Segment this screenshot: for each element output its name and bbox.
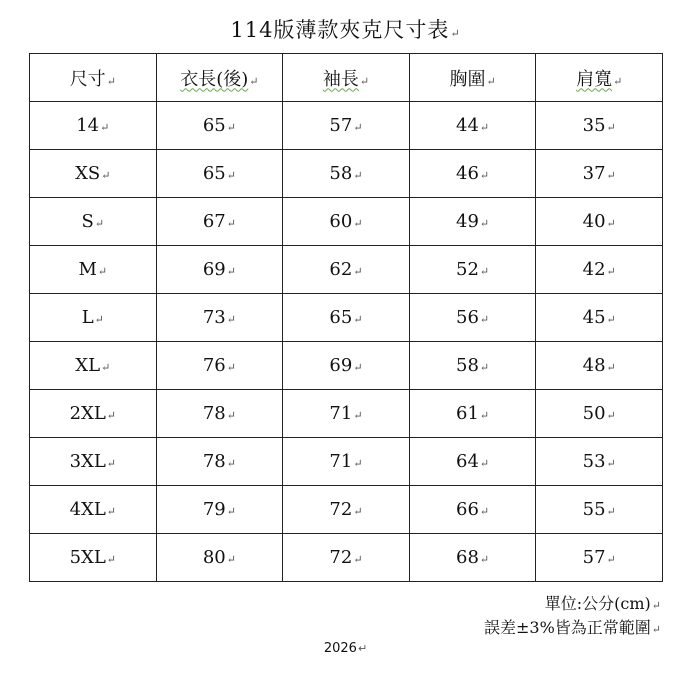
paragraph-mark-icon: ↵ — [450, 27, 461, 40]
paragraph-mark-icon: ↵ — [606, 217, 616, 230]
cell-sleeve — [283, 438, 410, 486]
paragraph-mark-icon: ↵ — [100, 121, 110, 134]
cell-chest — [409, 390, 536, 438]
cell-shoulder-value: 48 — [582, 355, 606, 376]
cell-chest-value: 52 — [456, 259, 479, 280]
cell-sleeve-value: 65 — [329, 307, 353, 328]
paragraph-mark-icon: ↵ — [359, 74, 370, 88]
cell-length — [156, 486, 283, 534]
cell-sleeve-value: 72 — [329, 547, 353, 568]
cell-shoulder — [536, 102, 663, 150]
unit-note-text: 單位:公分(cm) — [544, 594, 651, 613]
paragraph-mark-icon: ↵ — [479, 553, 490, 566]
cell-sleeve — [283, 534, 410, 582]
cell-length — [156, 102, 283, 150]
cell-sleeve-value: 57 — [329, 115, 353, 136]
cell-size-value: M — [78, 259, 97, 280]
paragraph-mark-icon: ↵ — [226, 457, 236, 470]
cell-shoulder-value: 53 — [582, 451, 606, 472]
paragraph-mark-icon: ↵ — [94, 313, 104, 326]
cell-sleeve-value: 71 — [329, 451, 353, 472]
cell-shoulder — [536, 198, 663, 246]
paragraph-mark-icon: ↵ — [651, 599, 661, 612]
cell-sleeve — [283, 198, 410, 246]
cell-length — [156, 342, 283, 390]
cell-size — [30, 342, 157, 390]
paragraph-mark-icon: ↵ — [106, 74, 116, 88]
tolerance-note — [484, 615, 661, 638]
cell-chest — [409, 294, 536, 342]
cell-size — [30, 246, 157, 294]
cell-chest — [409, 198, 536, 246]
cell-length — [156, 390, 283, 438]
cell-chest-value: 68 — [456, 547, 479, 568]
cell-chest — [409, 342, 536, 390]
cell-shoulder — [536, 150, 663, 198]
cell-length-value: 65 — [202, 115, 226, 136]
cell-sleeve — [283, 294, 410, 342]
paragraph-mark-icon: ↵ — [101, 169, 111, 182]
header-length-label: 衣長(後) — [180, 68, 249, 90]
cell-chest — [409, 102, 536, 150]
paragraph-mark-icon: ↵ — [651, 623, 661, 636]
cell-sleeve-value: 72 — [329, 499, 353, 520]
cell-sleeve — [283, 246, 410, 294]
cell-chest — [409, 246, 536, 294]
paragraph-mark-icon: ↵ — [606, 169, 616, 182]
paragraph-mark-icon: ↵ — [613, 74, 623, 88]
cell-length-value: 78 — [202, 451, 226, 472]
table-body — [30, 102, 663, 582]
paragraph-mark-icon: ↵ — [101, 361, 111, 374]
document-title — [0, 14, 691, 44]
cell-shoulder — [536, 294, 663, 342]
cell-chest — [409, 486, 536, 534]
header-sleeve-label: 袖長 — [322, 68, 359, 90]
cell-chest — [409, 438, 536, 486]
paragraph-mark-icon: ↵ — [353, 217, 363, 230]
table-header-row — [30, 54, 663, 102]
cell-shoulder — [536, 438, 663, 486]
cell-sleeve-value: 69 — [329, 355, 353, 376]
cell-size — [30, 294, 157, 342]
cell-length — [156, 150, 283, 198]
paragraph-mark-icon: ↵ — [249, 74, 259, 88]
table-row — [30, 246, 663, 294]
cell-sleeve — [283, 102, 410, 150]
size-table — [29, 53, 663, 582]
cell-chest-value: 56 — [456, 307, 479, 328]
cell-size-value: 2XL — [69, 403, 106, 424]
paragraph-mark-icon: ↵ — [106, 505, 117, 518]
table-row — [30, 486, 663, 534]
paragraph-mark-icon: ↵ — [226, 361, 236, 374]
cell-length — [156, 294, 283, 342]
paragraph-mark-icon: ↵ — [353, 505, 363, 518]
cell-size-value: XL — [75, 355, 101, 376]
cell-chest-value: 64 — [456, 451, 479, 472]
paragraph-mark-icon: ↵ — [353, 553, 363, 566]
cell-length-value: 80 — [202, 547, 226, 568]
cell-length-value: 73 — [202, 307, 226, 328]
cell-size-value: S — [81, 211, 94, 232]
paragraph-mark-icon: ↵ — [606, 121, 616, 134]
header-chest-label: 胸圍 — [449, 68, 486, 90]
header-sleeve — [283, 54, 410, 102]
paragraph-mark-icon: ↵ — [353, 169, 363, 182]
paragraph-mark-icon: ↵ — [606, 265, 616, 278]
cell-sleeve-value: 71 — [329, 403, 353, 424]
cell-sleeve-value: 60 — [329, 211, 353, 232]
cell-length — [156, 198, 283, 246]
cell-sleeve — [283, 390, 410, 438]
cell-length-value: 79 — [202, 499, 226, 520]
table-row — [30, 198, 663, 246]
header-shoulder — [536, 54, 663, 102]
tolerance-note-text: 誤差±3%皆為正常範圍 — [483, 618, 651, 637]
header-size — [30, 54, 157, 102]
paragraph-mark-icon: ↵ — [606, 409, 616, 422]
title-text: 114版薄款夾克尺寸表 — [230, 18, 450, 42]
paragraph-mark-icon: ↵ — [106, 553, 117, 566]
paragraph-mark-icon: ↵ — [226, 217, 236, 230]
footer-year-text: 2026 — [323, 641, 357, 656]
cell-shoulder-value: 55 — [582, 499, 606, 520]
cell-size-value: 14 — [76, 115, 100, 136]
cell-chest-value: 44 — [456, 115, 479, 136]
header-chest — [409, 54, 536, 102]
paragraph-mark-icon: ↵ — [226, 553, 236, 566]
paragraph-mark-icon: ↵ — [353, 265, 363, 278]
paragraph-mark-icon: ↵ — [479, 121, 490, 134]
paragraph-mark-icon: ↵ — [479, 217, 490, 230]
paragraph-mark-icon: ↵ — [106, 409, 117, 422]
cell-sleeve — [283, 342, 410, 390]
cell-chest — [409, 534, 536, 582]
footer-year — [0, 641, 691, 656]
paragraph-mark-icon: ↵ — [606, 505, 616, 518]
paragraph-mark-icon: ↵ — [606, 457, 616, 470]
paragraph-mark-icon: ↵ — [94, 217, 105, 230]
paragraph-mark-icon: ↵ — [479, 313, 490, 326]
cell-size-value: XS — [75, 163, 101, 184]
cell-sleeve — [283, 486, 410, 534]
paragraph-mark-icon: ↵ — [106, 457, 117, 470]
cell-length-value: 69 — [202, 259, 226, 280]
cell-chest — [409, 150, 536, 198]
cell-length-value: 67 — [202, 211, 226, 232]
paragraph-mark-icon: ↵ — [479, 409, 490, 422]
paragraph-mark-icon: ↵ — [479, 169, 490, 182]
cell-sleeve-value: 62 — [329, 259, 353, 280]
cell-shoulder — [536, 246, 663, 294]
cell-sleeve — [283, 150, 410, 198]
cell-size-value: 5XL — [69, 547, 106, 568]
paragraph-mark-icon: ↵ — [479, 361, 490, 374]
header-size-label: 尺寸 — [69, 68, 106, 90]
paragraph-mark-icon: ↵ — [226, 505, 236, 518]
header-shoulder-label: 肩寬 — [576, 68, 613, 90]
cell-shoulder-value: 40 — [582, 211, 606, 232]
cell-size — [30, 102, 157, 150]
cell-size-value: 4XL — [69, 499, 106, 520]
paragraph-mark-icon: ↵ — [606, 313, 616, 326]
cell-chest-value: 66 — [456, 499, 479, 520]
cell-length — [156, 246, 283, 294]
table-row — [30, 534, 663, 582]
cell-shoulder-value: 35 — [582, 115, 606, 136]
paragraph-mark-icon: ↵ — [486, 74, 496, 88]
paragraph-mark-icon: ↵ — [606, 361, 616, 374]
cell-shoulder — [536, 534, 663, 582]
table-row — [30, 102, 663, 150]
paragraph-mark-icon: ↵ — [357, 642, 368, 655]
header-length — [156, 54, 283, 102]
cell-shoulder-value: 45 — [582, 307, 606, 328]
cell-shoulder — [536, 342, 663, 390]
paragraph-mark-icon: ↵ — [226, 313, 236, 326]
table-row — [30, 438, 663, 486]
cell-size-value: L — [81, 307, 94, 328]
table-row — [30, 342, 663, 390]
cell-chest-value: 61 — [456, 403, 479, 424]
cell-length — [156, 534, 283, 582]
cell-size — [30, 198, 157, 246]
cell-length-value: 78 — [202, 403, 226, 424]
paragraph-mark-icon: ↵ — [479, 505, 490, 518]
paragraph-mark-icon: ↵ — [353, 457, 363, 470]
cell-shoulder-value: 42 — [582, 259, 606, 280]
table-row — [30, 390, 663, 438]
cell-size — [30, 438, 157, 486]
cell-size — [30, 390, 157, 438]
table-row — [30, 150, 663, 198]
cell-chest-value: 49 — [456, 211, 479, 232]
paragraph-mark-icon: ↵ — [97, 265, 108, 278]
paragraph-mark-icon: ↵ — [226, 409, 236, 422]
paragraph-mark-icon: ↵ — [353, 121, 363, 134]
paragraph-mark-icon: ↵ — [353, 313, 363, 326]
paragraph-mark-icon: ↵ — [353, 409, 363, 422]
cell-shoulder — [536, 390, 663, 438]
cell-length — [156, 438, 283, 486]
cell-size — [30, 486, 157, 534]
paragraph-mark-icon: ↵ — [479, 457, 490, 470]
paragraph-mark-icon: ↵ — [226, 169, 236, 182]
paragraph-mark-icon: ↵ — [479, 265, 490, 278]
cell-chest-value: 58 — [456, 355, 479, 376]
paragraph-mark-icon: ↵ — [226, 265, 236, 278]
table-row — [30, 294, 663, 342]
paragraph-mark-icon: ↵ — [353, 361, 363, 374]
cell-shoulder-value: 50 — [582, 403, 606, 424]
cell-shoulder — [536, 486, 663, 534]
cell-size — [30, 150, 157, 198]
cell-chest-value: 46 — [456, 163, 479, 184]
cell-shoulder-value: 37 — [582, 163, 606, 184]
cell-size — [30, 534, 157, 582]
unit-note — [545, 591, 661, 614]
cell-sleeve-value: 58 — [329, 163, 353, 184]
paragraph-mark-icon: ↵ — [606, 553, 616, 566]
cell-length-value: 65 — [202, 163, 226, 184]
cell-length-value: 76 — [202, 355, 226, 376]
paragraph-mark-icon: ↵ — [226, 121, 236, 134]
cell-size-value: 3XL — [69, 451, 106, 472]
cell-shoulder-value: 57 — [582, 547, 606, 568]
